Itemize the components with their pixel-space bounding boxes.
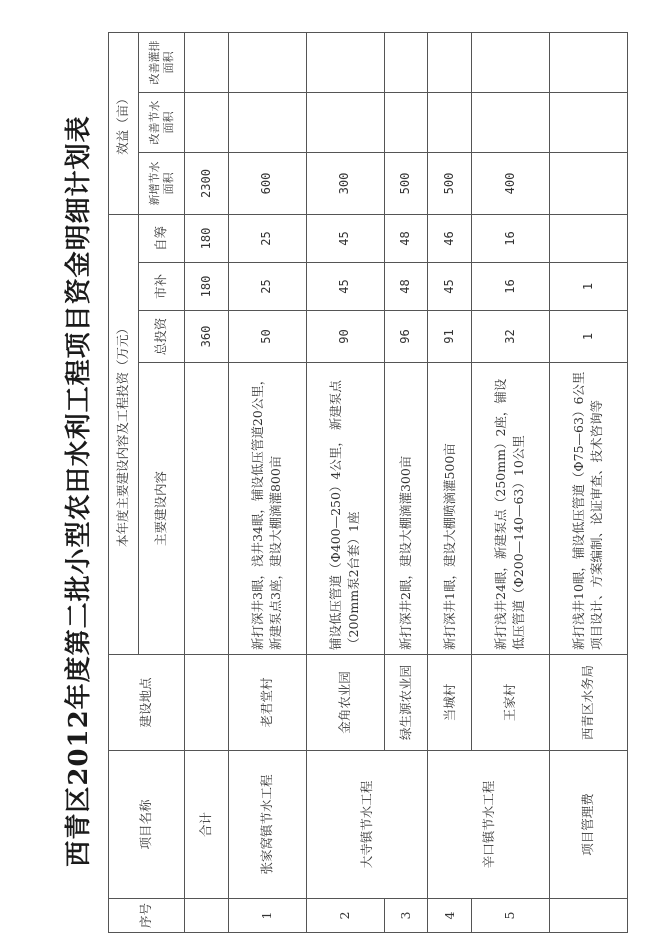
cell-location: 当城村 [428, 655, 472, 751]
cell-content: 新打深井2眼，建设大棚滴灌300亩 [384, 363, 428, 655]
cell-total: 91 [428, 311, 472, 363]
cell-location: 王家村 [472, 655, 550, 751]
cell-city: 180 [185, 263, 229, 311]
cell-content: 新打深井3眼，浅井34眼，铺设低压管道20公里，新建泵点3座，建设大棚滴灌800亩 [228, 363, 306, 655]
cell-self: 180 [185, 214, 229, 262]
cell-project: 大寺镇节水工程 [306, 751, 428, 899]
document-title: 西青区2012年度第二批小型农田水利工程项目资金明细计划表 [64, 115, 94, 867]
total-label: 合计 [185, 751, 229, 899]
table-row [228, 32, 306, 932]
header-self: 自筹 [139, 214, 185, 262]
cell-new-irrigation: 2300 [185, 152, 229, 214]
header-improved-saving: 改善节水面积 [139, 92, 185, 152]
header-plan-group: 本年度主要建设内容及工程投资（万元） [109, 214, 139, 654]
cell-city: 48 [384, 263, 428, 311]
header-seq: 序号 [109, 899, 185, 933]
cell-content [549, 363, 627, 655]
cell-self: 25 [228, 214, 306, 262]
header-city: 市补 [139, 263, 185, 311]
cell-content: 新打浅井24眼，新建泵点（250mm）2座，铺设低压管道（Φ200—140—63）10公里 [472, 363, 550, 655]
cell-city: 1 [549, 263, 627, 311]
cell-location: 老君堂村 [228, 655, 306, 751]
cell-city: 25 [228, 263, 306, 311]
cell-project: 辛口镇节水工程 [428, 751, 550, 899]
cell-new-irrigation: 500 [384, 152, 428, 214]
cell-city: 16 [472, 263, 550, 311]
cell-content-main: 新打浅井10眼，铺设低压管道（Φ75—63）6公里 [571, 371, 587, 650]
table-row [549, 32, 627, 932]
cell-project: 项目管理费 [549, 751, 627, 899]
table-row [428, 32, 472, 932]
cell-total: 360 [185, 311, 229, 363]
cell-city: 45 [428, 263, 472, 311]
cell-total: 96 [384, 311, 428, 363]
cell-content: 新打深井1眼，建设大棚喷滴灌500亩 [428, 363, 472, 655]
cell-project: 张家窝镇节水工程 [228, 751, 306, 899]
table-row-total [185, 32, 229, 932]
cell-location: 西青区水务局 [549, 655, 627, 751]
cell-seq: 4 [428, 899, 472, 933]
header-new-irrigation: 新增节水面积 [139, 152, 185, 214]
table-row [306, 32, 384, 932]
cell-self: 16 [472, 214, 550, 262]
cell-total: 50 [228, 311, 306, 363]
cell-self: 45 [306, 214, 384, 262]
header-project-name: 项目名称 [109, 751, 185, 899]
cell-new-irrigation: 300 [306, 152, 384, 214]
cell-seq: 3 [384, 899, 428, 933]
cell-total: 90 [306, 311, 384, 363]
header-benefit-group: 效益（亩） [109, 32, 139, 214]
cell-content: 铺设低压管道（Φ400—250）4公里， 新建泵点（200mm泵2台套）1座 [306, 363, 384, 655]
cell-location: 绿生源农业园 [384, 655, 428, 751]
cell-new-irrigation: 600 [228, 152, 306, 214]
cell-seq: 2 [306, 899, 384, 933]
header-total: 总投资 [139, 311, 185, 363]
cell-city: 45 [306, 263, 384, 311]
header-content: 主要建设内容 [139, 363, 185, 655]
header-improved-drainage: 改善灌排面积 [139, 32, 185, 92]
cell-seq: 5 [472, 899, 550, 933]
cell-seq: 1 [228, 899, 306, 933]
cell-new-irrigation: 500 [428, 152, 472, 214]
cell-total: 32 [472, 311, 550, 363]
header-location: 建设地点 [109, 655, 185, 751]
cell-new-irrigation: 400 [472, 152, 550, 214]
plan-table [108, 32, 628, 933]
cell-self: 48 [384, 214, 428, 262]
cell-self: 46 [428, 214, 472, 262]
cell-total: 1 [549, 311, 627, 363]
cell-location: 金角农业园 [306, 655, 384, 751]
cell-content-note: 项目设计、方案编制、论证审查、技术咨询等 [589, 399, 605, 650]
